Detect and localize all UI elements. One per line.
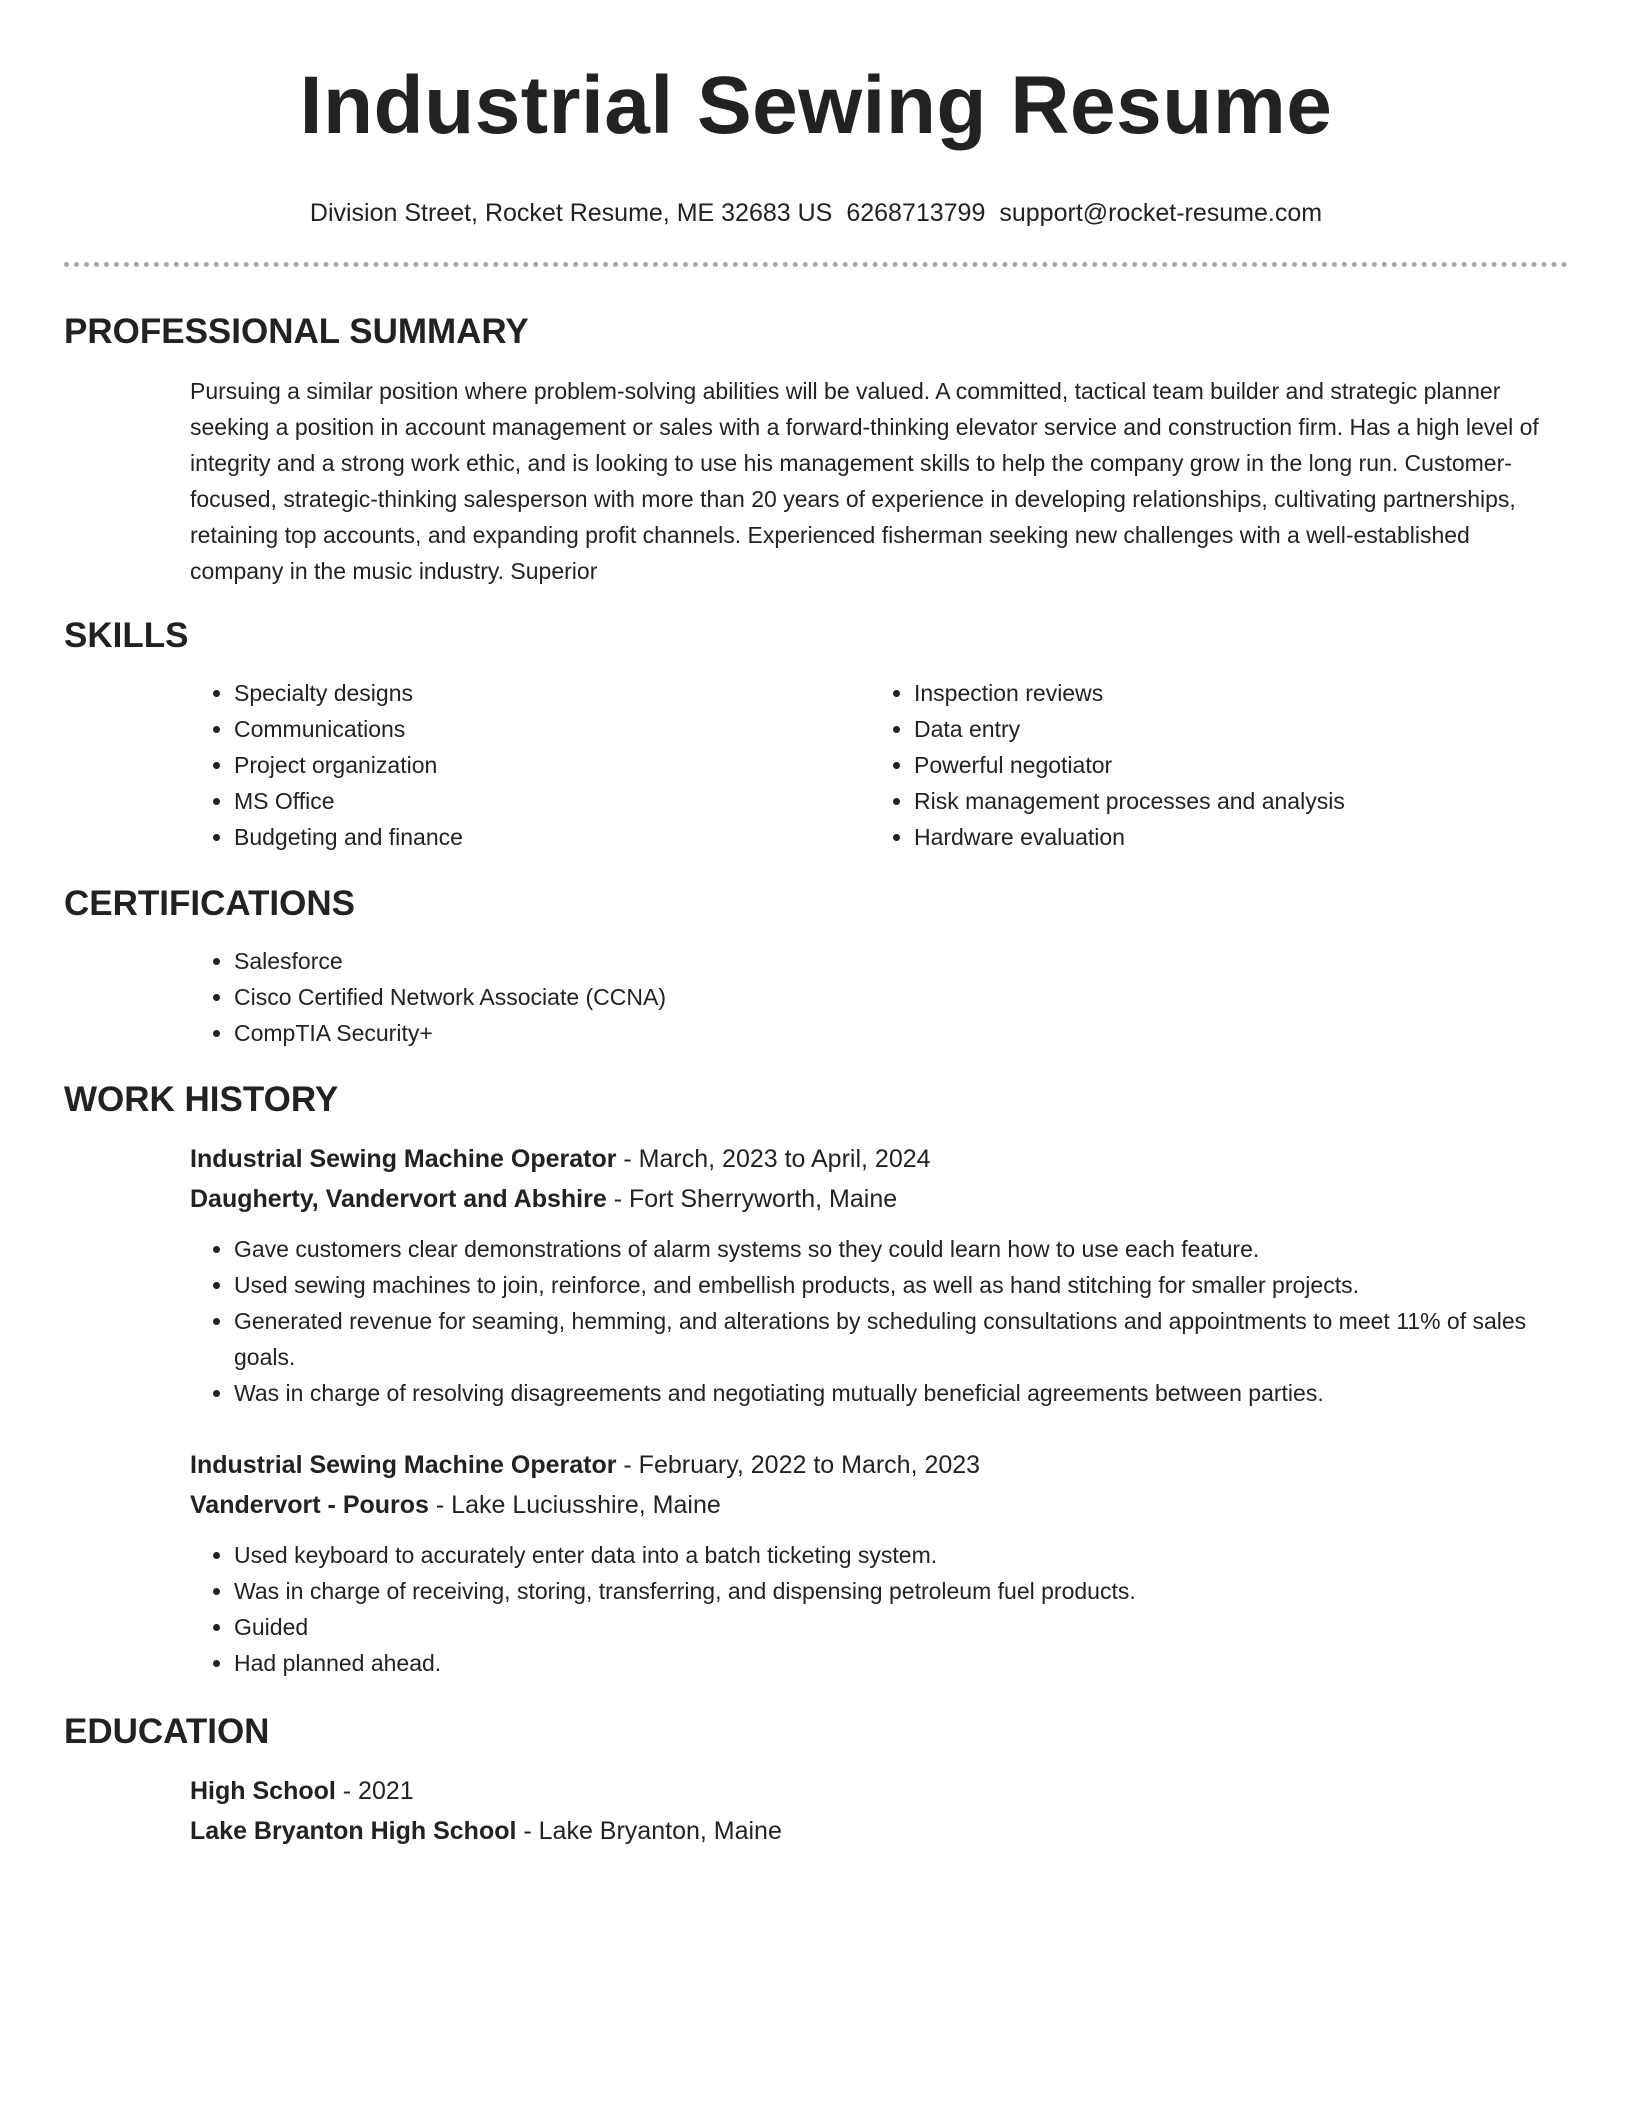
skill-item: • Budgeting and finance [234, 819, 870, 855]
education-heading: EDUCATION [64, 1712, 270, 1751]
education-school-line [190, 1811, 1568, 1851]
education-section [64, 1771, 1568, 1851]
certifications-section [64, 943, 1568, 1051]
skill-item: • Project organization [234, 747, 870, 783]
job-entry [190, 1445, 1568, 1681]
skills-section [64, 675, 1568, 855]
job-title-line [190, 1445, 1568, 1485]
job-company: Vandervort - Pouros [190, 1491, 429, 1519]
summary-section [64, 373, 1568, 589]
education-location: - Lake Bryanton, Maine [516, 1817, 782, 1845]
job-company: Daugherty, Vandervort and Abshire [190, 1185, 607, 1213]
email-text: support@rocket-resume.com [999, 199, 1323, 227]
job-dates: - March, 2023 to April, 2024 [616, 1145, 931, 1173]
job-entry [190, 1139, 1568, 1411]
job-bullet: • Was in charge of resolving disagreements and negotiating mutually beneficial agreements between parties. [234, 1375, 1568, 1411]
job-role: Industrial Sewing Machine Operator [190, 1145, 617, 1173]
job-company-line [190, 1485, 1568, 1525]
header-divider [64, 262, 1568, 267]
certification-item: • CompTIA Security+ [234, 1015, 1568, 1051]
skill-item: • Specialty designs [234, 675, 870, 711]
job-location: - Lake Luciusshire, Maine [428, 1491, 721, 1519]
skill-item: • Risk management processes and analysis [914, 783, 1550, 819]
skill-item: • Inspection reviews [914, 675, 1550, 711]
job-bullet: • Guided [234, 1609, 1568, 1645]
skill-item: • Hardware evaluation [914, 819, 1550, 855]
skill-item: • MS Office [234, 783, 870, 819]
skills-left-column [190, 675, 870, 855]
summary-text: Pursuing a similar position where problem-solving abilities will be valued. A committed, tactical team builder and strategic planner seeking a position in account management or sales with a forward-thinking elevator service and construction firm. Has a high level of integrity and a strong work ethic, and is looking to use his management skills to help the company grow in the long run. Customer-focused, strategic-thinking salesperson with more than 20 years of experience in developing relationships, cultivating partnerships, retaining top accounts, and expanding profit channels. Experienced fisherman seeking new challenges with a well-established company in the music industry. Superior [190, 378, 1539, 584]
job-role: Industrial Sewing Machine Operator [190, 1451, 617, 1479]
job-location: - Fort Sherryworth, Maine [606, 1185, 898, 1213]
skill-item: • Data entry [914, 711, 1550, 747]
certifications-heading: CERTIFICATIONS [64, 884, 356, 923]
job-dates: - February, 2022 to March, 2023 [616, 1451, 981, 1479]
job-bullet: • Had planned ahead. [234, 1645, 1568, 1681]
certification-item: • Cisco Certified Network Associate (CCNA) [234, 979, 1568, 1015]
address-text: Division Street, Rocket Resume, ME 32683 US [309, 199, 833, 227]
job-bullet: • Gave customers clear demonstrations of alarm systems so they could learn how to use each feature. [234, 1231, 1568, 1267]
job-bullet: • Was in charge of receiving, storing, transferring, and dispensing petroleum fuel products. [234, 1573, 1568, 1609]
certification-item: • Salesforce [234, 943, 1568, 979]
job-bullet: • Used sewing machines to join, reinforce, and embellish products, as well as hand stitching for smaller projects. [234, 1267, 1568, 1303]
skill-item: • Communications [234, 711, 870, 747]
contact-line [64, 196, 1568, 230]
summary-heading: PROFESSIONAL SUMMARY [64, 312, 529, 351]
work-history-section [64, 1139, 1568, 1681]
education-school: Lake Bryanton High School [190, 1817, 517, 1845]
phone-text: 6268713799 [846, 199, 986, 227]
work-history-heading: WORK HISTORY [64, 1080, 339, 1119]
job-title-line [190, 1139, 1568, 1179]
skill-item: • Powerful negotiator [914, 747, 1550, 783]
job-bullet: • Used keyboard to accurately enter data into a batch ticketing system. [234, 1537, 1568, 1573]
education-year: - 2021 [335, 1777, 414, 1805]
skills-heading: SKILLS [64, 616, 189, 655]
skills-right-column [870, 675, 1550, 855]
job-bullet: • Generated revenue for seaming, hemming, and alterations by scheduling consultations and appointments to meet 11% of sales goals. [234, 1303, 1568, 1375]
job-company-line [190, 1179, 1568, 1219]
education-degree: High School [190, 1777, 336, 1805]
education-degree-line [190, 1771, 1568, 1811]
resume-title: Industrial Sewing Resume [299, 60, 1333, 151]
